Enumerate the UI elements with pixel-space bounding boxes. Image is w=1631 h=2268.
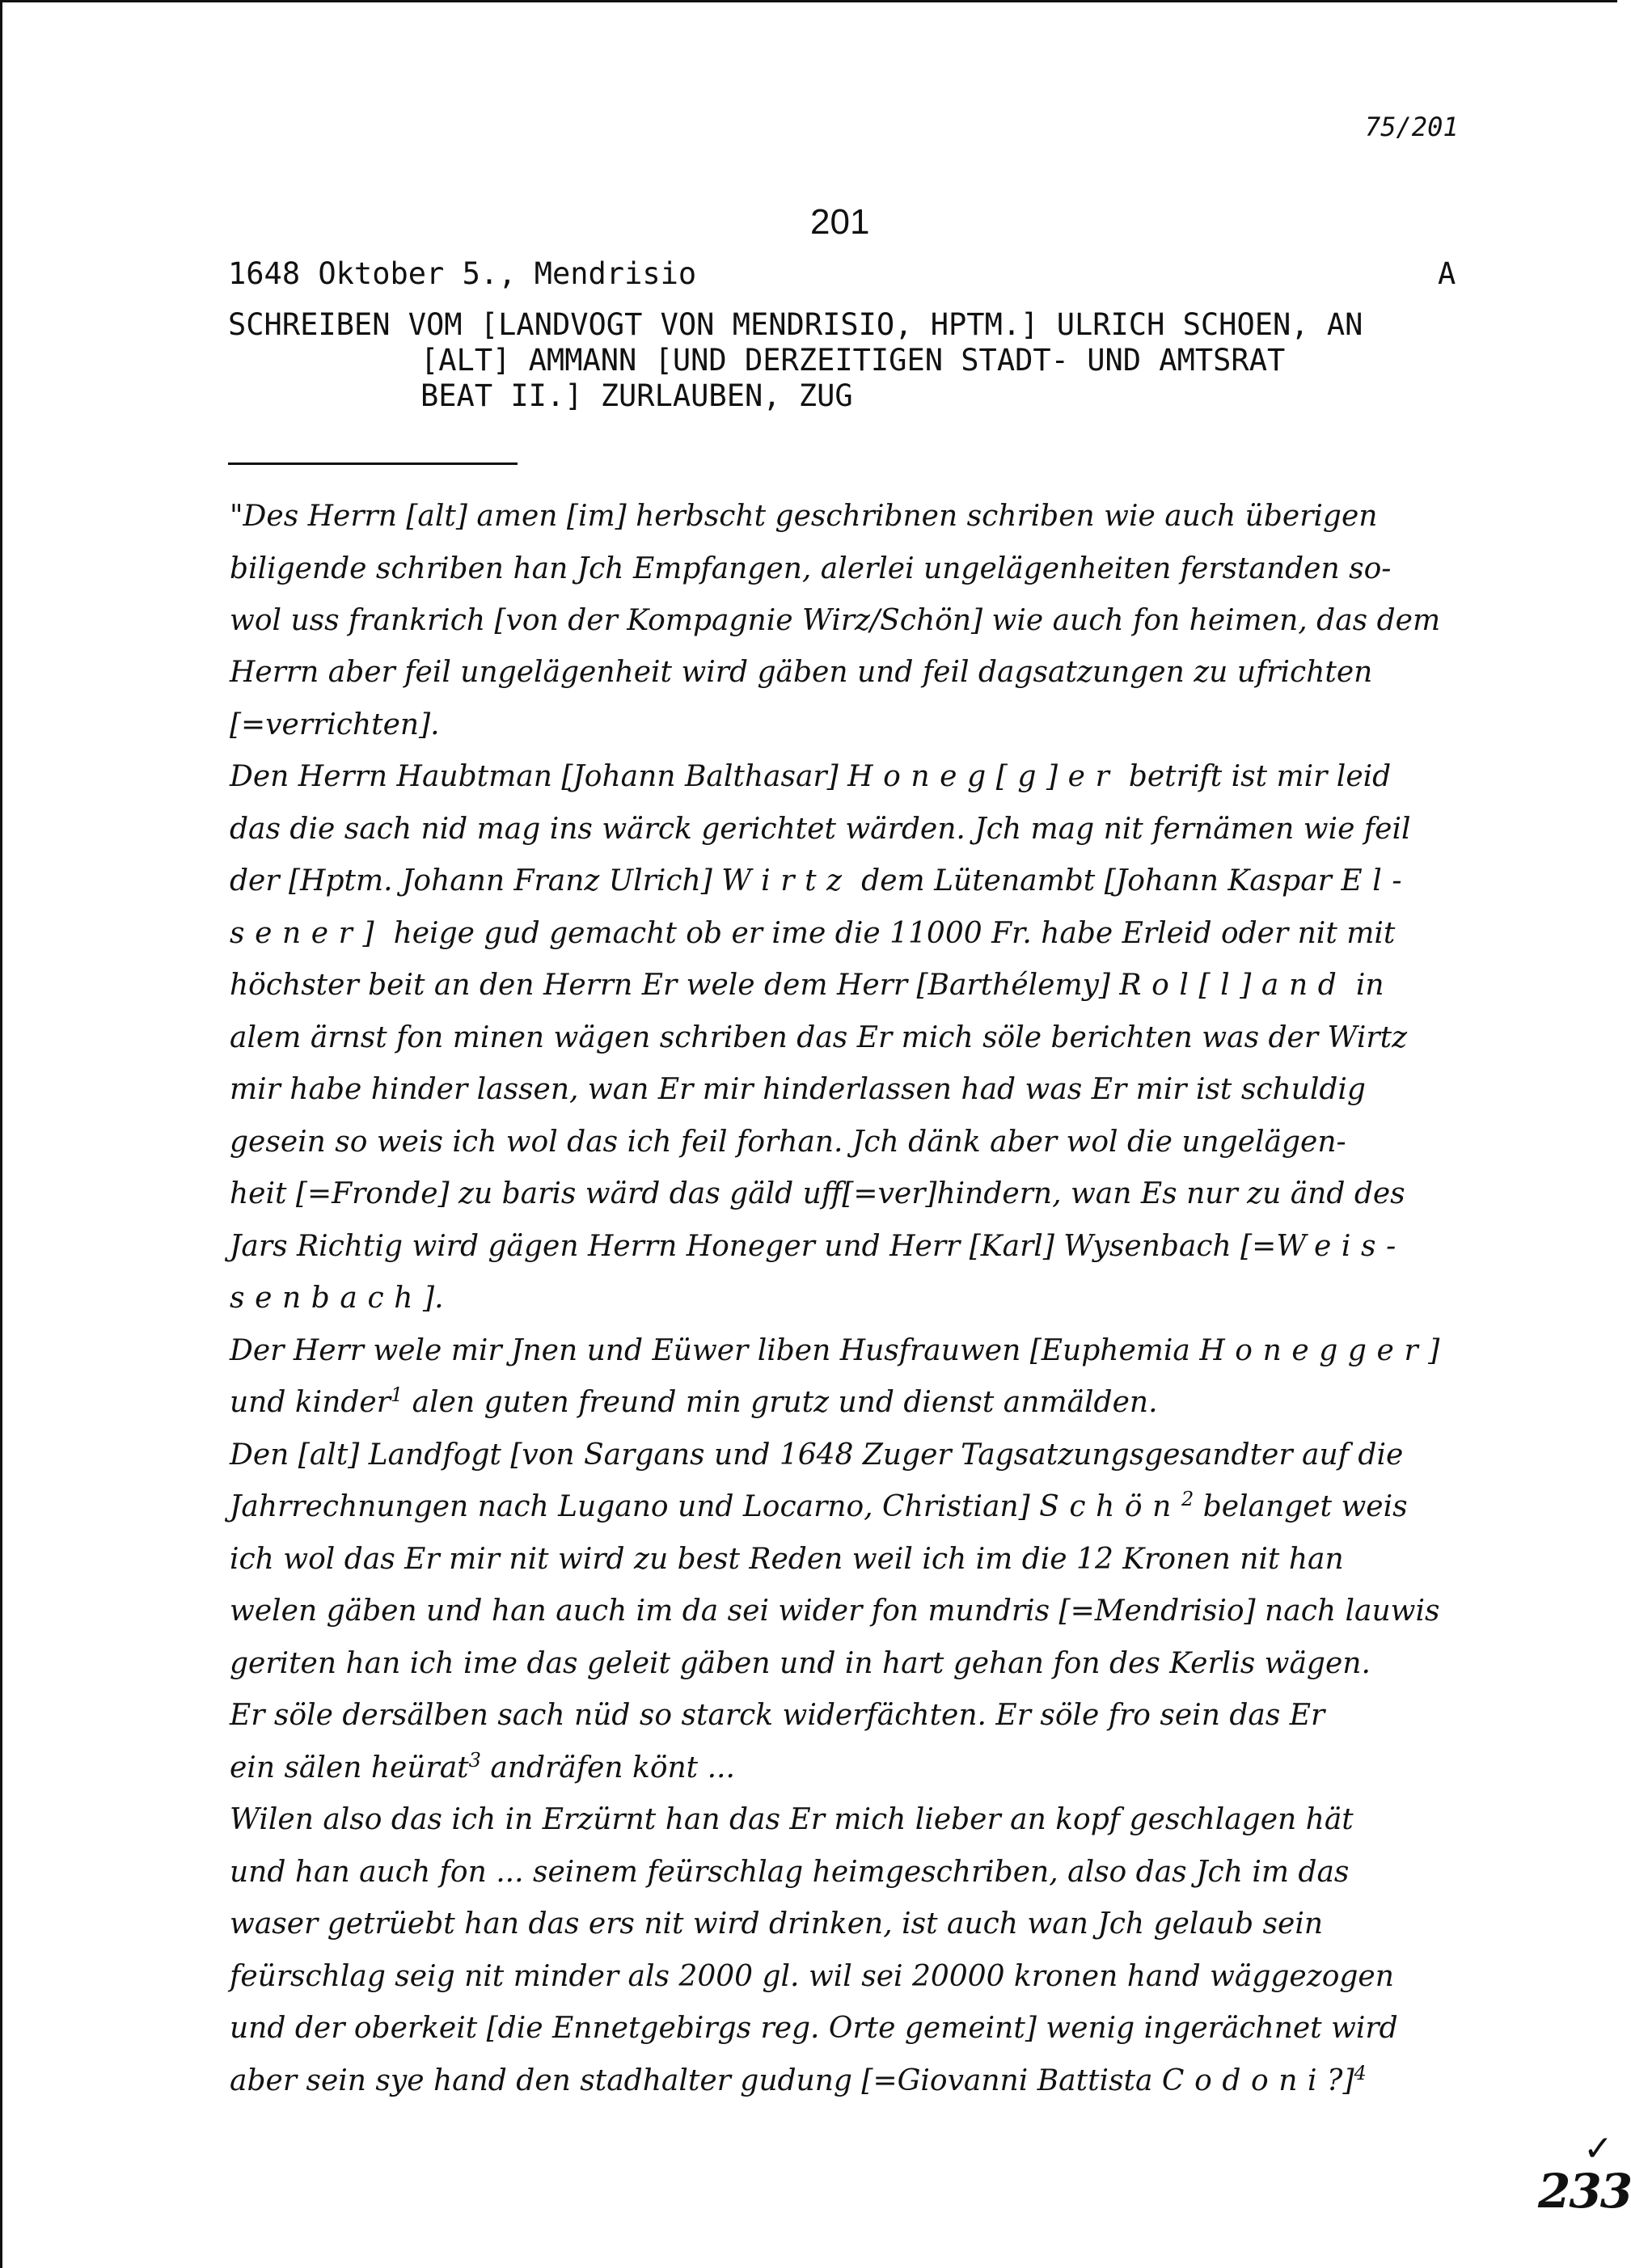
body-line-9: sener] heige gud gemacht ob er ime die 11000 Fr. habe Erleid oder nit mit — [230, 917, 1396, 950]
body-line-28: waser getrüebt han das ers nit wird drinken, ist auch wan Jch gelaub sein — [230, 1907, 1324, 1941]
body-line-25: ein sälen heürat$^3$ andräfen könt ... — [230, 1749, 735, 1784]
spaced-name-weissenbach-end: senbach — [230, 1282, 424, 1315]
scan-border-top — [0, 0, 1617, 2]
body-line-17: Der Herr wele mir Jnen und Eüwer liben Husfrauwen [Euphemia Honegger] — [230, 1334, 1440, 1367]
body-line-21: ich wol das Er mir nit wird zu best Reden weil ich im die 12 Kronen nit han — [230, 1543, 1344, 1576]
body-line-20: Jahrrechnungen nach Lugano und Locarno, Christian] Schön$^2$ belanget weis — [230, 1488, 1408, 1523]
body-line-6: Den Herrn Haubtman [Johann Balthasar] Honeg[g]er betrift ist mir leid — [230, 760, 1392, 793]
body-line-26: Wilen also das ich in Erzürnt han das Er mich lieber an kopf geschlagen hät — [230, 1803, 1354, 1836]
body-line-1: "Des Herrn [alt] amen [im] herbscht geschribnen schriben wie auch überigen — [230, 500, 1378, 533]
body-line-13: gesein so weis ich wol das ich feil forhan. Jch dänk aber wol die ungelägen- — [230, 1126, 1346, 1159]
footnote-ref-3: 3 — [468, 1749, 481, 1772]
body-line-31: aber sein sye hand den stadhalter gudung [=Giovanni Battista Codoni?]$^4$ — [230, 2062, 1367, 2097]
document-number: 201 — [810, 202, 870, 242]
spaced-name-weissenbach-start: Weis- — [1276, 1230, 1406, 1263]
spaced-name-schoen: Schön — [1039, 1490, 1181, 1523]
body-line-8: der [Hptm. Johann Franz Ulrich] Wirtz dem Lütenambt [Johann Kaspar El- — [230, 864, 1413, 897]
body-line-30: und der oberkeit [die Ennetgebirgs reg. Orte gemeint] wenig ingerächnet wird — [230, 2012, 1398, 2045]
spaced-name-euphemia-honegger: Honegger — [1199, 1334, 1429, 1367]
spaced-name-elsener-start: El- — [1341, 864, 1413, 897]
body-line-18: und kinder$^1$ alen guten freund min grutz und dienst anmälden. — [230, 1383, 1158, 1419]
check-mark-icon: ✓ — [1583, 2128, 1613, 2169]
body-line-12: mir habe hinder lassen, wan Er mir hinderlassen had was Er mir ist schuldig — [230, 1073, 1366, 1106]
title-line-3: BEAT II.] ZURLAUBEN, ZUG — [420, 378, 853, 413]
spaced-name-wirtz: Wirtz — [721, 864, 852, 897]
separator-rule — [228, 462, 518, 465]
document-type: A — [1438, 256, 1456, 291]
footnote-ref-1: 1 — [390, 1383, 404, 1406]
body-line-27: und han auch fon ... seinem feürschlag heimgeschriben, also das Jch im das — [230, 1856, 1350, 1889]
body-line-24: Er söle dersälben sach nüd so starck widerfächten. Er söle fro sein das Er — [230, 1699, 1325, 1732]
body-line-16: senbach]. — [230, 1282, 444, 1315]
date-place: 1648 Oktober 5., Mendrisio — [228, 256, 697, 291]
handwritten-page-number: 233 — [1538, 2164, 1631, 2219]
body-line-5: [=verrichten]. — [230, 708, 440, 741]
footnote-ref-2: 2 — [1181, 1488, 1194, 1510]
spaced-name-codoni: Codoni — [1161, 2064, 1328, 2097]
footnote-ref-4: 4 — [1354, 2062, 1367, 2084]
title-line-2: [ALT] AMMANN [UND DERZEITIGEN STADT- UND AMTSRAT — [420, 343, 1286, 378]
archive-reference: 75/201 — [1365, 112, 1459, 142]
body-line-23: geriten han ich ime das geleit gäben und in hart gehan fon des Kerlis wägen. — [230, 1647, 1371, 1680]
body-line-7: das die sach nid mag ins wärck gerichtet wärden. Jch mag nit fernämen wie feil — [230, 813, 1411, 846]
body-line-3: wol uss frankrich [von der Kompagnie Wirz/Schön] wie auch fon heimen, das dem — [230, 604, 1441, 637]
body-line-14: heit [=Fronde] zu baris wärd das gäld uff[=ver]hindern, wan Es nur zu änd des — [230, 1177, 1405, 1210]
body-line-2: biligende schriben han Jch Empfangen, alerlei ungelägenheiten ferstanden so- — [230, 552, 1392, 585]
body-line-4: Herrn aber feil ungelägenheit wird gäben und feil dagsatzungen zu ufrichten — [230, 656, 1373, 689]
spaced-name-elsener-end: sener] — [230, 917, 385, 950]
body-line-19: Den [alt] Landfogt [von Sargans und 1648 Zuger Tagsatzungsgesandter auf die — [230, 1438, 1404, 1472]
body-line-22: welen gäben und han auch im da sei wider fon mundris [=Mendrisio] nach lauwis — [230, 1594, 1440, 1628]
scan-border-left — [0, 0, 2, 2268]
title-line-1: SCHREIBEN VOM [LANDVOGT VON MENDRISIO, HPTM.] ULRICH SCHOEN, AN — [228, 307, 1363, 342]
spaced-name-honegger: Honeg[g]er — [847, 760, 1120, 793]
body-line-10: höchster beit an den Herrn Er wele dem Herr [Barthélemy] Rol[l]and in — [230, 969, 1384, 1002]
body-line-29: feürschlag seig nit minder als 2000 gl. wil sei 20000 kronen hand wäggezogen — [230, 1960, 1394, 1993]
spaced-name-rolland: Rol[l]and — [1119, 969, 1347, 1002]
body-line-11: alem ärnst fon minen wägen schriben das Er mich söle berichten was der Wirtz — [230, 1021, 1408, 1054]
body-line-15: Jars Richtig wird gägen Herrn Honeger und Herr [Karl] Wysenbach [=Weis- — [230, 1230, 1406, 1263]
